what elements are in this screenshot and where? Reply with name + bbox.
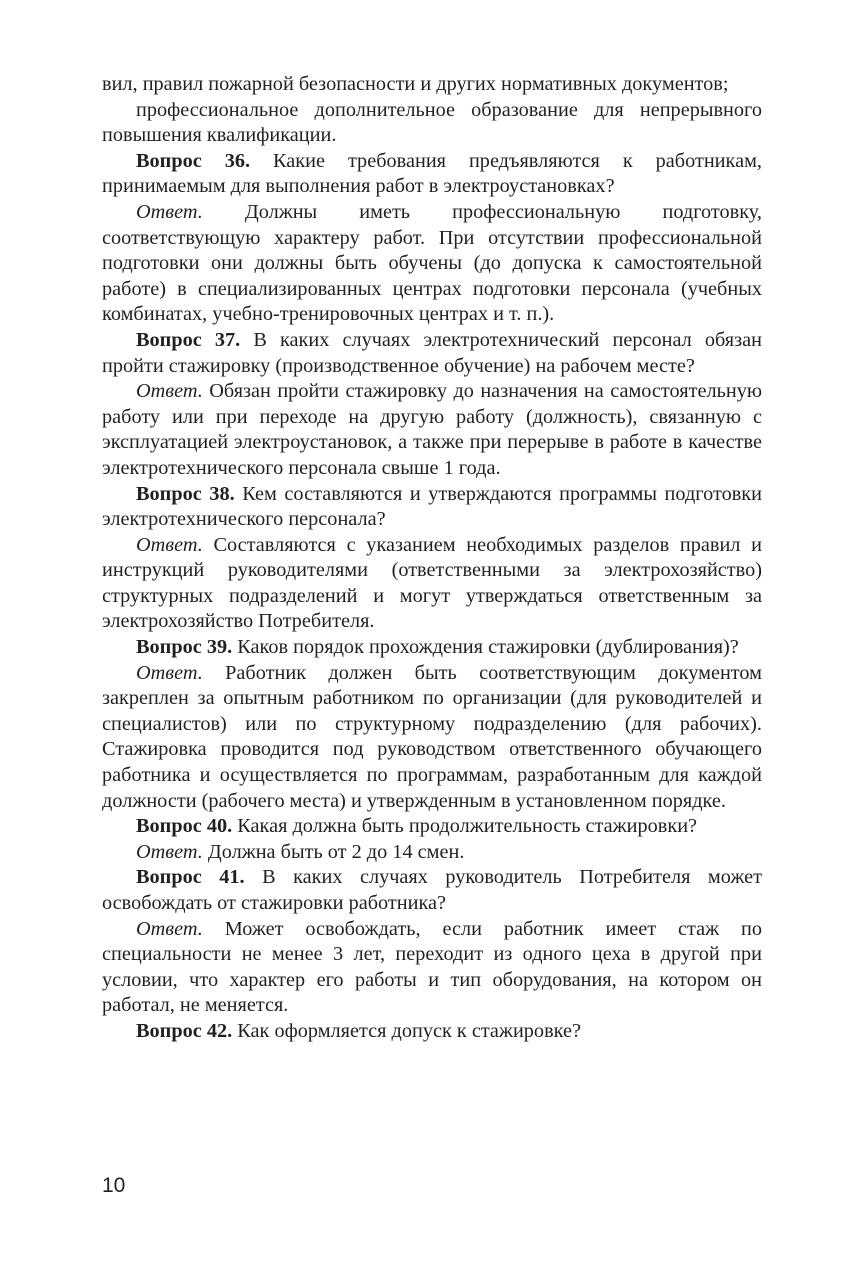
question-text: В каких случаях руководитель Потребителя может освобождать от стажировки работника? — [102, 866, 763, 914]
answer-paragraph — [102, 840, 762, 866]
question-text: Как оформляется допуск к стажировке? — [232, 1019, 582, 1042]
paragraph-text: вил, правил пожарной безопасности и других нормативных документов; — [102, 73, 729, 95]
question-text: Кем составляются и утверждаются программы подготовки электротехнического персонала? — [102, 482, 762, 531]
answer-paragraph — [102, 200, 762, 328]
question-label: Вопрос 39. — [136, 636, 233, 659]
question-paragraph — [102, 635, 762, 661]
answer-paragraph — [102, 917, 762, 1019]
answer-paragraph — [102, 533, 762, 635]
question-text: Какие требования предъявляются к работникам, принимаемым для выполнения работ в электроустановках? — [102, 149, 762, 198]
question-paragraph — [102, 328, 762, 379]
answer-label: Ответ. — [136, 380, 203, 403]
question-label: Вопрос 37. — [136, 328, 241, 351]
question-text: В каких случаях электротехнический персонал обязан пройти стажировку (производственное обучение) на рабочем месте? — [102, 328, 763, 377]
answer-text: Должна быть от 2 до 14 смен. — [202, 840, 465, 863]
answer-label: Ответ. — [136, 661, 203, 684]
answer-text: Составляются с указанием необходимых разделов правил и инструкций руководителями (ответственными за электрохозяйство) структурных подразделений и могут утверждаться ответственным за электрохозяйство Потребителя. — [102, 533, 762, 633]
question-paragraph — [102, 1019, 762, 1045]
answer-label: Ответ. — [136, 200, 203, 223]
question-paragraph — [102, 814, 762, 840]
answer-label: Ответ. — [136, 533, 203, 556]
question-label: Вопрос 36. — [136, 149, 251, 172]
page-number: 10 — [102, 1174, 126, 1197]
paragraph — [102, 98, 762, 149]
question-label: Вопрос 42. — [136, 1019, 233, 1042]
answer-text: Обязан пройти стажировку до назначения на самостоятельную работу или при переходе на другую работу (должность), связанную с эксплуатацией электроустановок, а также при перерыве в работе в качестве электротехнического персонала свыше 1 года. — [102, 380, 762, 479]
question-paragraph — [102, 865, 762, 916]
question-label: Вопрос 41. — [136, 866, 245, 889]
answer-label: Ответ. — [136, 917, 203, 940]
question-label: Вопрос 38. — [136, 482, 235, 505]
answer-text: Должны иметь профессиональную подготовку, соответствующую характеру работ. При отсутствии профессиональной подготовки они должны быть обучены (до допуска к самостоятельной работе) в специализированных центрах подготовки персонала (учебных комбинатах, учебно-тренировочных центрах и т. п.). — [102, 200, 762, 326]
question-text: Каков порядок прохождения стажировки (дублирования)? — [232, 636, 739, 659]
question-text: Какая должна быть продолжительность стажировки? — [232, 815, 698, 838]
answer-paragraph — [102, 379, 762, 481]
answer-text: Может освобождать, если работник имеет стаж по специальности не менее 3 лет, переходит из одного цеха в другой при условии, что характер его работы и тип оборудования, на котором он работал, не меняется. — [102, 917, 762, 1017]
paragraph — [102, 72, 762, 98]
answer-text: Работник должен быть соответствующим документом закреплен за опытным работником по организации (для руководителей и специалистов) или по структурному подразделению (для рабочих). Стажировка проводится под руководством ответственного обучающего работника и осуществляется по программам, разработанным для каждой должности (рабочего места) и утвержденным в установленном порядке. — [102, 661, 762, 812]
answer-paragraph — [102, 661, 762, 815]
page-body — [102, 72, 762, 1045]
paragraph-text: профессиональное дополнительное образование для непрерывного повышения квалификации. — [102, 98, 762, 147]
answer-label: Ответ. — [136, 840, 203, 863]
question-paragraph — [102, 149, 762, 200]
question-paragraph — [102, 482, 762, 533]
question-label: Вопрос 40. — [136, 815, 233, 838]
